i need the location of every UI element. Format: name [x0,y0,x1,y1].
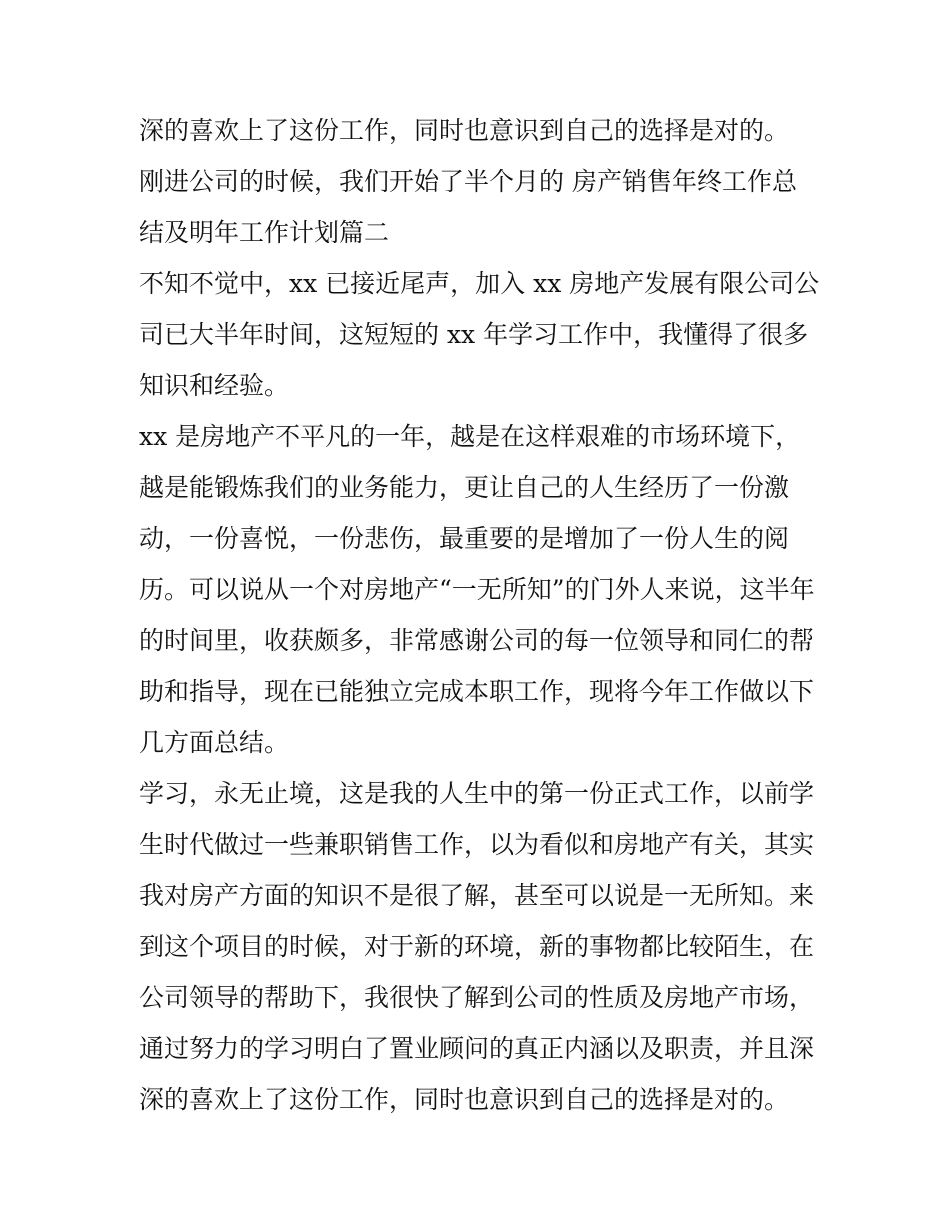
text-line: 几方面总结。 [139,728,290,757]
text-line: 历。可以说从一个对房地产“一无所知”的门外人来说，这半年 [139,575,815,604]
text-line: 的时间里，收获颇多，非常感谢公司的每一位领导和同仁的帮 [139,626,815,655]
text-line: 生时代做过一些兼职销售工作，以为看似和房地产有关，其实 [139,830,815,859]
text-line: 我对房产方面的知识不是很了解，甚至可以说是一无所知。来 [139,881,815,910]
text-line: 不知不觉中，xx 已接近尾声，加入 xx 房地产发展有限公司公 [139,269,820,298]
text-line: 公司领导的帮助下，我很快了解到公司的性质及房地产市场， [139,983,815,1012]
text-line: 助和指导，现在已能独立完成本职工作，现将今年工作做以下 [139,677,815,706]
text-line: 深的喜欢上了这份工作，同时也意识到自己的选择是对的。 [139,1085,790,1114]
text-line: 知识和经验。 [139,371,290,400]
text-line: 司已大半年时间，这短短的 xx 年学习工作中，我懂得了很多 [139,320,809,349]
text-line: 结及明年工作计划篇二 [139,218,390,247]
text-line: 动，一份喜悦，一份悲伤，最重要的是增加了一份人生的阅 [139,524,790,553]
text-line: 到这个项目的时候，对于新的环境，新的事物都比较陌生，在 [139,932,815,961]
text-line: 通过努力的学习明白了置业顾问的真正内涵以及职责，并且深 [139,1034,815,1063]
text-line: 刚进公司的时候，我们开始了半个月的 房产销售年终工作总 [139,167,797,196]
text-line: 深的喜欢上了这份工作，同时也意识到自己的选择是对的。 [139,116,790,145]
text-line: 学习，永无止境，这是我的人生中的第一份正式工作，以前学 [139,779,815,808]
text-line: 越是能锻炼我们的业务能力，更让自己的人生经历了一份激 [139,473,790,502]
text-line: xx 是房地产不平凡的一年，越是在这样艰难的市场环境下， [139,422,801,451]
